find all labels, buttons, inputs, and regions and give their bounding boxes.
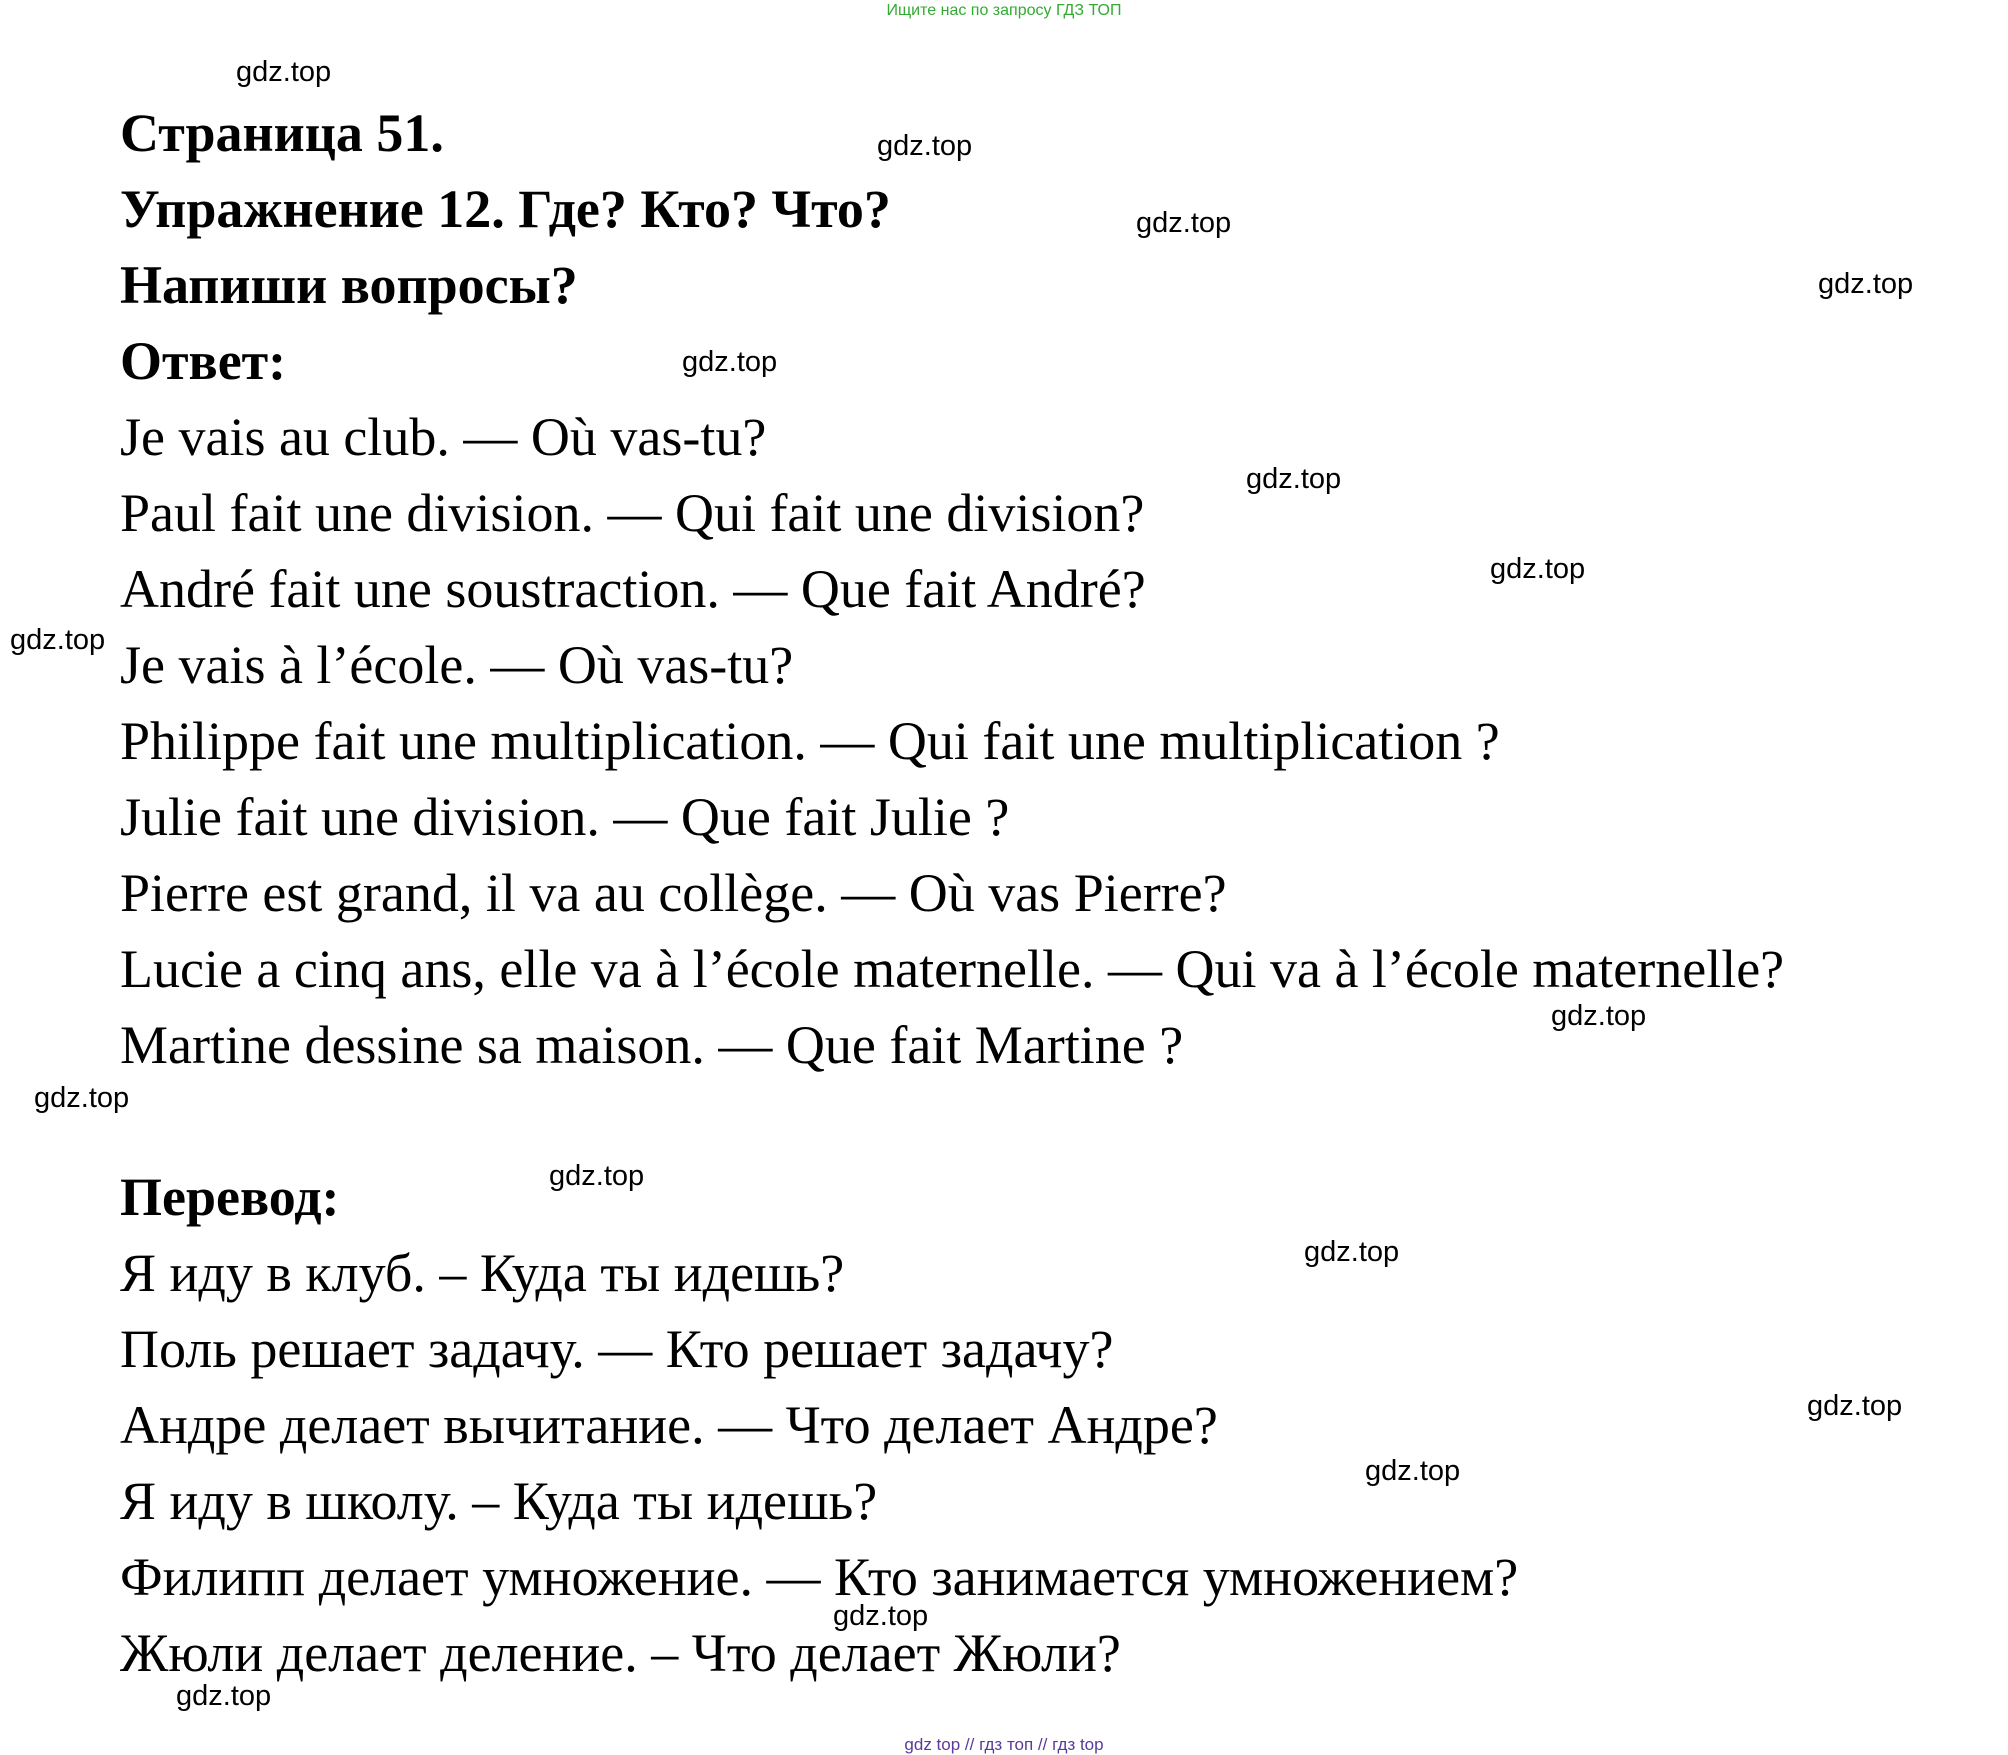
- answer-line: Philippe fait une multiplication. — Qui fait une multiplication ?: [120, 711, 1500, 771]
- top-banner: Ищите нас по запросу ГДЗ ТОП: [886, 2, 1122, 19]
- watermark: gdz.top: [1304, 1236, 1400, 1268]
- watermark: gdz.top: [1490, 553, 1586, 585]
- footer-links: gdz top // гдз топ // гдз top: [904, 1735, 1104, 1754]
- document-body: [120, 95, 2000, 1691]
- section-spacer: [120, 1083, 2000, 1159]
- translation-heading: Перевод:: [120, 1167, 340, 1227]
- watermark: gdz.top: [1818, 268, 1914, 300]
- answer-line: Je vais au club. — Où vas-tu?: [120, 407, 767, 467]
- watermark: gdz.top: [34, 1082, 130, 1114]
- answer-line: Paul fait une division. — Qui fait une division?: [120, 483, 1145, 543]
- watermark: gdz.top: [1807, 1390, 1903, 1422]
- watermark: gdz.top: [833, 1600, 929, 1632]
- exercise-heading: Упражнение 12. Где? Кто? Что?: [120, 179, 891, 239]
- translation-line: Жюли делает деление. – Что делает Жюли?: [120, 1623, 1121, 1683]
- answer-line: André fait une soustraction. — Que fait André?: [120, 559, 1146, 619]
- translation-line: Я иду в школу. – Куда ты идешь?: [120, 1471, 878, 1531]
- page-heading: Страница 51.: [120, 103, 444, 163]
- watermark: gdz.top: [1365, 1455, 1461, 1487]
- watermark: gdz.top: [1136, 207, 1232, 239]
- translation-line: Поль решает задачу. — Кто решает задачу?: [120, 1319, 1114, 1379]
- answer-heading: Ответ:: [120, 331, 287, 391]
- translation-line: Я иду в клуб. – Куда ты идешь?: [120, 1243, 845, 1303]
- translation-line: Андре делает вычитание. — Что делает Андре?: [120, 1395, 1218, 1455]
- watermark: gdz.top: [549, 1160, 645, 1192]
- translation-line: Филипп делает умножение. — Кто занимается умножением?: [120, 1547, 1519, 1607]
- watermark: gdz.top: [176, 1680, 272, 1712]
- watermark: gdz.top: [10, 624, 106, 656]
- answer-line: Lucie a cinq ans, elle va à l’école maternelle. — Qui va à l’école maternelle?: [120, 939, 1785, 999]
- watermark: gdz.top: [877, 130, 973, 162]
- task-heading: Напиши вопросы?: [120, 255, 578, 315]
- watermark: gdz.top: [1551, 1000, 1647, 1032]
- answer-line: Martine dessine sa maison. — Que fait Martine ?: [120, 1015, 1184, 1075]
- answer-line: Je vais à l’école. — Où vas-tu?: [120, 635, 794, 695]
- watermark: gdz.top: [682, 346, 778, 378]
- answer-line: Pierre est grand, il va au collège. — Où vas Pierre?: [120, 863, 1227, 923]
- watermark: gdz.top: [236, 56, 332, 88]
- answer-line: Julie fait une division. — Que fait Julie ?: [120, 787, 1010, 847]
- watermark: gdz.top: [1246, 463, 1342, 495]
